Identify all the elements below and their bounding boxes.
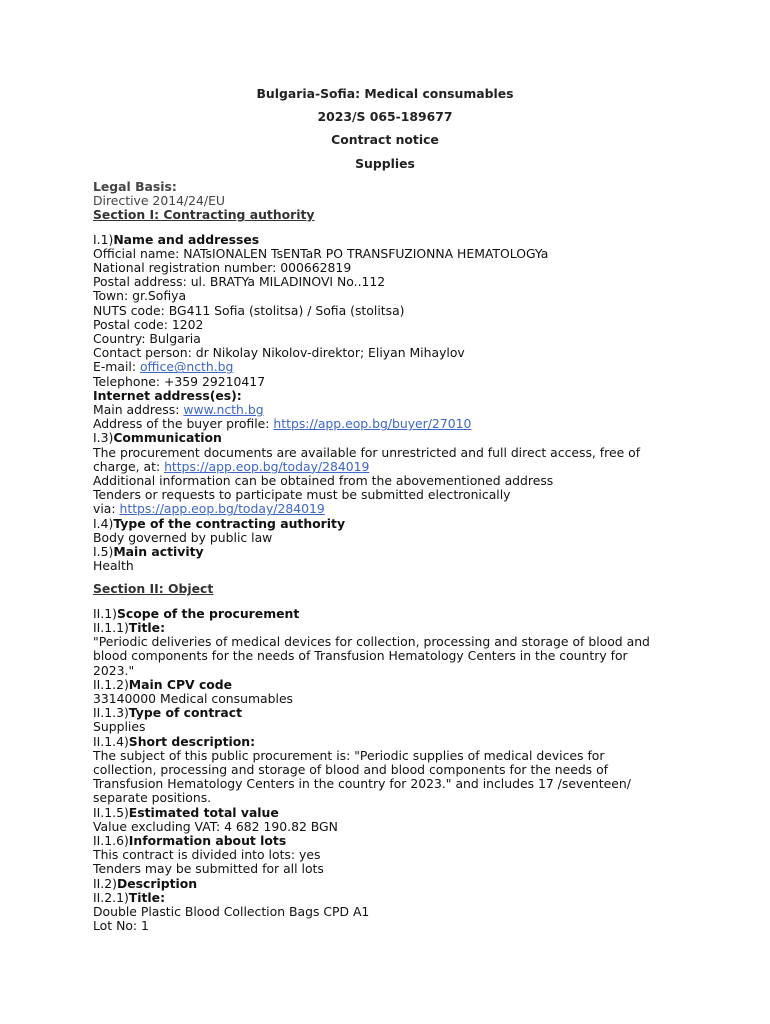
ii11-number: II.1.1): [93, 619, 129, 635]
ii15-number: II.1.5): [93, 804, 129, 820]
ii2-label: Description: [116, 875, 198, 891]
nuts-code: NUTS code: BG411 Sofia (stolitsa) / Sofia (stolitsa): [93, 302, 405, 318]
submission-link[interactable]: https://app.eop.bg/today/284019: [119, 501, 325, 517]
ii13-label: Type of contract: [128, 705, 242, 721]
official-name: Official name: NATsIONALEN TsENTaR PO TRANSFUZIONNA HEMATOLOGYa: [93, 245, 549, 261]
ii21-label: Title:: [128, 889, 166, 905]
postal-code: Postal code: 1202: [93, 316, 204, 332]
description-line-1: The subject of this public procurement is: "Periodic supplies of medical devices for: [93, 747, 605, 763]
procurement-title-line-1: "Periodic deliveries of medical devices for collection, processing and storage of blood and: [93, 634, 650, 650]
ii15-label: Estimated total value: [128, 804, 279, 820]
ii14-label: Short description:: [128, 733, 256, 749]
communication-prefix: charge, at:: [93, 458, 165, 474]
postal-address: Postal address: ul. BRATYa MILADINOVI No..112: [93, 274, 386, 290]
i5-label: Main activity: [113, 544, 204, 560]
i5-number: I.5): [93, 544, 114, 560]
buyer-profile-label: Address of the buyer profile:: [93, 416, 274, 432]
ii13-number: II.1.3): [93, 705, 129, 721]
ii21-heading: [93, 891, 693, 905]
email-row: [93, 360, 693, 374]
ii1-number: II.1): [93, 605, 117, 621]
main-address-label: Main address:: [93, 402, 184, 418]
communication-line-4: Tenders or requests to participate must be submitted electronically: [93, 487, 511, 503]
procurement-title-line-2: blood components for the needs of Transfusion Hematology Centers in the country for: [93, 648, 628, 664]
internet-addresses-label: Internet address(es):: [93, 387, 242, 403]
communication-line-1: The procurement documents are available for unrestricted and full direct access, free of: [93, 444, 641, 460]
main-address-link[interactable]: www.ncth.bg: [183, 402, 264, 418]
ii11-label: Title:: [128, 619, 166, 635]
contract-type: Supplies: [93, 719, 146, 735]
ii1-heading: [93, 607, 693, 621]
procurement-documents-link[interactable]: https://app.eop.bg/today/284019: [164, 458, 370, 474]
ii16-heading: [93, 834, 693, 848]
ii13-heading: [93, 706, 693, 720]
ii2-number: II.2): [93, 875, 117, 891]
lot-number: Lot No: 1: [93, 918, 149, 934]
submission-prefix: via:: [93, 501, 120, 517]
i3-label: Communication: [113, 430, 222, 446]
legal-basis-value: Directive 2014/24/EU: [93, 193, 225, 209]
main-address-row: [93, 403, 693, 417]
ii12-heading: [93, 678, 693, 692]
communication-line-2: [93, 460, 693, 474]
ii2-heading: [93, 877, 693, 891]
country: Country: Bulgaria: [93, 331, 201, 347]
i4-number: I.4): [93, 515, 114, 531]
description-line-4: separate positions.: [93, 790, 212, 806]
contact-person: Contact person: dr Nikolay Nikolov-direktor; Eliyan Mihaylov: [93, 345, 465, 361]
lots-line-1: This contract is divided into lots: yes: [93, 847, 321, 863]
ii1-label: Scope of the procurement: [116, 605, 300, 621]
section-1-heading: Section I: Contracting authority: [93, 207, 315, 223]
i5-heading: [93, 545, 693, 559]
lot-title: Double Plastic Blood Collection Bags CPD A1: [93, 903, 370, 919]
i1-label: Name and addresses: [113, 231, 260, 247]
section-2-heading: Section II: Object: [93, 581, 214, 597]
i4-heading: [93, 517, 693, 531]
i1-number: I.1): [93, 231, 114, 247]
communication-line-5: [93, 502, 693, 516]
notice-category: Supplies: [355, 156, 415, 171]
ii16-number: II.1.6): [93, 832, 129, 848]
authority-type: Body governed by public law: [93, 529, 273, 545]
town: Town: gr.Sofiya: [93, 288, 187, 304]
ii14-number: II.1.4): [93, 733, 129, 749]
estimated-value: Value excluding VAT: 4 682 190.82 BGN: [93, 818, 338, 834]
buyer-profile-row: [93, 417, 693, 431]
procurement-title-line-3: 2023.": [93, 662, 135, 678]
email-label: E-mail:: [93, 359, 140, 375]
buyer-profile-link[interactable]: https://app.eop.bg/buyer/27010: [273, 416, 472, 432]
notice-body: [93, 180, 693, 933]
ii11-heading: [93, 621, 693, 635]
i4-label: Type of the contracting authority: [113, 515, 346, 531]
main-activity: Health: [93, 558, 134, 574]
email-link[interactable]: office@ncth.bg: [139, 359, 234, 375]
legal-basis-label: Legal Basis:: [93, 179, 177, 194]
ii16-label: Information about lots: [128, 832, 287, 848]
ii21-number: II.2.1): [93, 889, 129, 905]
telephone: Telephone: +359 29210417: [93, 373, 266, 389]
i3-heading: [93, 431, 693, 445]
ii14-heading: [93, 735, 693, 749]
notice-title: Bulgaria-Sofia: Medical consumables: [256, 86, 514, 101]
notice-reference: 2023/S 065-189677: [317, 109, 453, 124]
ii12-number: II.1.2): [93, 676, 129, 692]
description-line-3: Transfusion Hematology Centers in the country for 2023." and includes 17 /seventeen/: [93, 776, 631, 792]
description-line-2: collection, processing and storage of blood and blood components for the needs of: [93, 761, 609, 777]
i3-number: I.3): [93, 430, 114, 446]
notice-type: Contract notice: [331, 132, 439, 147]
lots-line-2: Tenders may be submitted for all lots: [93, 861, 324, 877]
ii15-heading: [93, 806, 693, 820]
cpv-code: 33140000 Medical consumables: [93, 690, 294, 706]
ii12-label: Main CPV code: [128, 676, 233, 692]
communication-line-3: Additional information can be obtained from the abovementioned address: [93, 473, 554, 489]
registration-number: National registration number: 000662819: [93, 260, 352, 276]
i1-heading: [93, 233, 693, 247]
